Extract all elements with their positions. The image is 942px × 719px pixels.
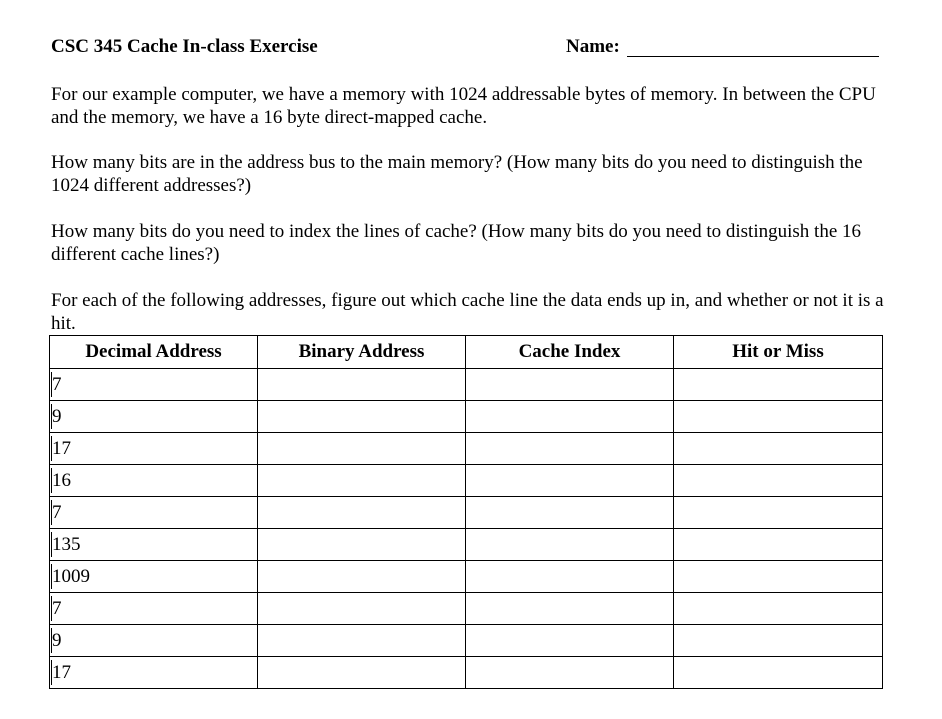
table-row — [50, 369, 883, 401]
decimal-address-value: 17 — [52, 661, 71, 683]
binary-address-cell[interactable] — [258, 401, 466, 433]
cache-table — [49, 335, 883, 689]
decimal-address-cell — [50, 657, 258, 689]
decimal-address-value: 1009 — [52, 565, 90, 587]
hit-or-miss-cell[interactable] — [674, 401, 883, 433]
table-row — [50, 401, 883, 433]
binary-address-cell[interactable] — [258, 433, 466, 465]
table-row — [50, 465, 883, 497]
worksheet-title: CSC 345 Cache In-class Exercise — [51, 36, 318, 57]
cache-index-cell[interactable] — [466, 561, 674, 593]
decimal-address-value: 9 — [52, 405, 62, 427]
cache-index-cell[interactable] — [466, 625, 674, 657]
decimal-address-cell — [50, 433, 258, 465]
question-index-bits: How many bits do you need to index the lines of cache? (How many bits do you need to distinguish the 16 different cache lines?) — [51, 221, 861, 265]
decimal-address-cell — [50, 465, 258, 497]
cache-index-cell[interactable] — [466, 593, 674, 625]
cache-index-cell[interactable] — [466, 465, 674, 497]
decimal-address-value: 7 — [52, 373, 62, 395]
binary-address-cell[interactable] — [258, 465, 466, 497]
cache-index-cell[interactable] — [466, 657, 674, 689]
decimal-address-value: 9 — [52, 629, 62, 651]
cache-index-cell[interactable] — [466, 497, 674, 529]
hit-or-miss-cell[interactable] — [674, 465, 883, 497]
header-cache-index: Cache Index — [466, 336, 674, 369]
intro-paragraph: For our example computer, we have a memory with 1024 addressable bytes of memory. In between the CPU and the memory, we have a 16 byte direct-mapped cache. — [51, 84, 876, 128]
decimal-address-cell — [50, 561, 258, 593]
decimal-address-cell — [50, 401, 258, 433]
cache-index-cell[interactable] — [466, 433, 674, 465]
hit-or-miss-cell[interactable] — [674, 561, 883, 593]
table-row — [50, 497, 883, 529]
decimal-address-cell — [50, 497, 258, 529]
cache-index-cell[interactable] — [466, 529, 674, 561]
hit-or-miss-cell[interactable] — [674, 593, 883, 625]
question-table-instructions: For each of the following addresses, figure out which cache line the data ends up in, and whether or not it is a hit. — [51, 290, 884, 334]
header-decimal-address: Decimal Address — [50, 336, 258, 369]
binary-address-cell[interactable] — [258, 593, 466, 625]
hit-or-miss-cell[interactable] — [674, 625, 883, 657]
table-row — [50, 625, 883, 657]
binary-address-cell[interactable] — [258, 369, 466, 401]
table-row — [50, 561, 883, 593]
header-binary-address: Binary Address — [258, 336, 466, 369]
decimal-address-value: 17 — [52, 437, 71, 459]
binary-address-cell[interactable] — [258, 529, 466, 561]
decimal-address-cell — [50, 593, 258, 625]
hit-or-miss-cell[interactable] — [674, 529, 883, 561]
table-row — [50, 433, 883, 465]
name-blank-line — [627, 56, 879, 57]
binary-address-cell[interactable] — [258, 497, 466, 529]
decimal-address-value: 16 — [52, 469, 71, 491]
decimal-address-value: 135 — [52, 533, 81, 555]
decimal-address-cell — [50, 369, 258, 401]
binary-address-cell[interactable] — [258, 561, 466, 593]
table-row — [50, 657, 883, 689]
decimal-address-value: 7 — [52, 501, 62, 523]
decimal-address-cell — [50, 529, 258, 561]
question-address-bus: How many bits are in the address bus to the main memory? (How many bits do you need to distinguish the 1024 different addresses?) — [51, 152, 863, 196]
cache-index-cell[interactable] — [466, 369, 674, 401]
name-label: Name: — [566, 36, 620, 57]
hit-or-miss-cell[interactable] — [674, 369, 883, 401]
hit-or-miss-cell[interactable] — [674, 657, 883, 689]
decimal-address-value: 7 — [52, 597, 62, 619]
table-header-row — [50, 336, 883, 369]
hit-or-miss-cell[interactable] — [674, 497, 883, 529]
table-row — [50, 529, 883, 561]
decimal-address-cell — [50, 625, 258, 657]
cache-index-cell[interactable] — [466, 401, 674, 433]
binary-address-cell[interactable] — [258, 625, 466, 657]
table-row — [50, 593, 883, 625]
header-hit-or-miss: Hit or Miss — [674, 336, 883, 369]
hit-or-miss-cell[interactable] — [674, 433, 883, 465]
binary-address-cell[interactable] — [258, 657, 466, 689]
